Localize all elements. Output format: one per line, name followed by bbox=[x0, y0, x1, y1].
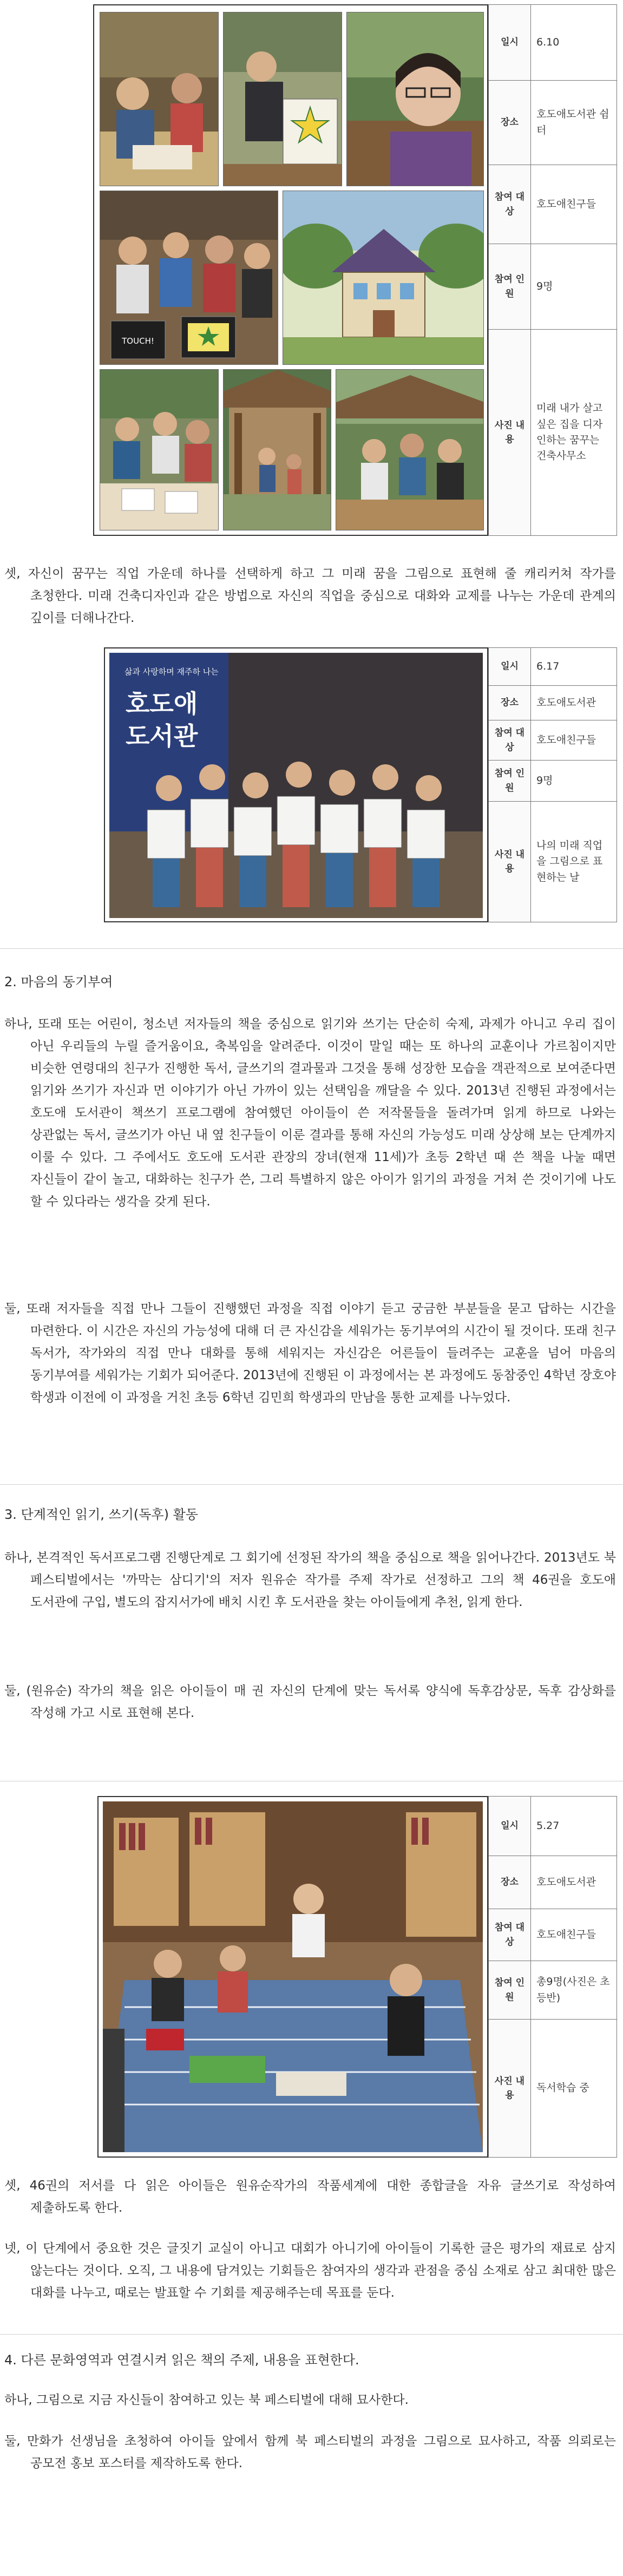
value-target-2: 호도애친구들 bbox=[531, 720, 617, 761]
value-place-3: 호도애도서관 bbox=[531, 1856, 617, 1909]
value-place: 호도애도서관 쉼터 bbox=[531, 81, 617, 165]
label-date-2: 일시 bbox=[489, 648, 531, 686]
value-content: 미래 내가 살고 싶은 집을 디자인하는 꿈꾸는 건축사무소 bbox=[531, 330, 617, 536]
value-date-2: 6.17 bbox=[531, 648, 617, 686]
label-place-2: 장소 bbox=[489, 686, 531, 720]
value-target-3: 호도애친구들 bbox=[531, 1909, 617, 1961]
info-table-2 bbox=[488, 647, 617, 922]
label-target-3: 참여 대상 bbox=[489, 1909, 531, 1961]
section-4-paragraph-2: 둘, 만화가 선생님을 초청하여 아이들 앞에서 함께 북 페스티벌의 과정을 그림으로 묘사하고, 작품 의뢰로는 공모전 홍보 포스터를 제작하도록 한다. bbox=[4, 2434, 616, 2470]
paragraph-set-caricature: 셋, 자신이 꿈꾸는 직업 가운데 하나를 선택하게 하고 그 미래 꿈을 그림으로 표현해 줄 캐리커쳐 작가를 초청한다. 미래 건축디자인과 같은 방법으로 자신의 직업을 중심으로 대화와 교제를 나누는 가운데 관계의 깊이를 더해나간다. bbox=[4, 567, 616, 625]
section-4-heading: 4. 다른 문화영역과 연결시켜 읽은 책의 주제, 내용을 표현한다. bbox=[4, 2352, 359, 2368]
label-target-2: 참여 대상 bbox=[489, 720, 531, 761]
value-place-2: 호도애도서관 bbox=[531, 686, 617, 720]
paragraph-net-discussion: 넷, 이 단계에서 중요한 것은 글짓기 교실이 아니고 대회가 아니기에 아이들이 기록한 글은 평가의 재료로 삼지 않는다는 것이다. 오직, 그 내용에 담겨있는 기회들은 참여자의 생각과 관점을 중심 소재로 삼고 최대한 많은 대화를 나누고, 때로는 발표할 수 기회를 제공해주는데 목표를 둔다. bbox=[4, 2241, 616, 2300]
section-2-paragraph-1: 하나, 또래 또는 어린이, 청소년 저자들의 책을 중심으로 읽기와 쓰기는 단순히 숙제, 과제가 아니고 우리 집이 아닌 우리들의 누릴 즐거움이요, 축복임을 알려준다. 이것이 말일 때는 또 하나의 교훈이나 가르침이지만 비슷한 연령대의 친구가 진행한 독서, 글쓰기의 결과물과 그것을 통해 성장한 모습을 객관적으로 보여준다면 읽기와 쓰기가 자신과 먼 이야기가 아닌 가까이 있는 선택임을 깨달을 수 있다. 2013년 진행된 과정에서는 호도애 도서관이 책쓰기 프로그램에 참여했던 아이들이 쓴 저작물들을 돌려가며 읽게 하므로 나와는 상관없는 독서, 글쓰기가 아닌 내 옆 친구들이 이룬 결과를 통해 자신의 가능성도 미래 상상해 보는 단계까지 이룰 수 있다. 그 주에서도 호도애 도서관 관장의 장녀(현재 11세)가 초등 2학년 때 쓴 책을 나눌 때면 자신들이 같이 놀고, 대화하는 친구가 쓴, 그리 특별하지 않은 아이가 읽기의 과정을 거쳐 쓴 것이기에 나도 할 수 있다라는 생각을 갖게 된다. bbox=[4, 1017, 616, 1209]
photo-kids-caricatures bbox=[109, 653, 483, 918]
banner-line3: 도서관 bbox=[126, 722, 198, 751]
label-count-3: 참여 인원 bbox=[489, 1961, 531, 2020]
photo-kids-writing bbox=[100, 12, 219, 186]
value-target: 호도애친구들 bbox=[531, 165, 617, 244]
value-content-3: 독서학습 중 bbox=[531, 2020, 617, 2158]
label-place: 장소 bbox=[489, 81, 531, 165]
photo-house-drawing bbox=[283, 191, 484, 365]
label-date-3: 일시 bbox=[489, 1797, 531, 1856]
label-count-2: 참여 인원 bbox=[489, 761, 531, 802]
banner-line2: 호도애 bbox=[126, 689, 198, 718]
photo-reading-study bbox=[103, 1801, 483, 2152]
section-3-paragraph-2: 둘, (원유순) 작가의 책을 읽은 아이들이 매 권 자신의 단계에 맞는 독서록 양식에 독후감상문, 독후 감상화를 작성해 가고 시로 표현해 본다. bbox=[4, 1684, 616, 1720]
value-date-3: 5.27 bbox=[531, 1797, 617, 1856]
section-2-heading: 2. 마음의 동기부여 bbox=[4, 974, 113, 989]
photo-group-tablets bbox=[100, 191, 278, 365]
label-count: 참여 인원 bbox=[489, 244, 531, 330]
photo-kids-table-left bbox=[100, 369, 219, 530]
divider-2 bbox=[0, 1484, 623, 1485]
label-content-3: 사진 내용 bbox=[489, 2020, 531, 2158]
tablet-caption-left: TOUCH! bbox=[122, 336, 154, 346]
value-count-3: 총9명(사진은 초등반) bbox=[531, 1961, 617, 2020]
label-content-2: 사진 내용 bbox=[489, 802, 531, 922]
banner-line1: 삶과 사랑하며 재주하 나는 bbox=[124, 667, 219, 677]
label-target: 참여 대상 bbox=[489, 165, 531, 244]
value-content-2: 나의 미래 직업을 그림으로 표현하는 날 bbox=[531, 802, 617, 922]
photo-girl-glasses bbox=[346, 12, 484, 186]
value-count-2: 9명 bbox=[531, 761, 617, 802]
paragraph-set-summary: 셋, 46권의 저서를 다 읽은 아이들은 원유순작가의 작품세계에 대한 종합글을 자유 글쓰기로 작성하여 제출하도록 한다. bbox=[4, 2179, 616, 2215]
photo-kids-outdoor-table bbox=[336, 369, 484, 530]
photo-collage-1 bbox=[93, 4, 488, 536]
section-3-paragraph-1: 하나, 본격적인 독서프로그램 진행단계로 그 회기에 선정된 작가의 책을 중심으로 책을 읽어나간다. 2013년도 북 페스티벌에서는 '까막는 삼디기'의 저자 원유순 작가를 주제 작가로 선정하고 그의 책 46권을 호도애 도서관에 구입, 별도의 잡지서가에 배치 시킨 후 도서관을 찾는 아이들에게 추천, 읽게 한다. bbox=[4, 1551, 616, 1609]
value-date: 6.10 bbox=[531, 5, 617, 81]
photo-star-drawing bbox=[223, 12, 342, 186]
value-count: 9명 bbox=[531, 244, 617, 330]
divider-1 bbox=[0, 948, 623, 949]
info-table-3 bbox=[488, 1796, 617, 2158]
label-content: 사진 내용 bbox=[489, 330, 531, 536]
photo-collage-3 bbox=[97, 1796, 488, 2158]
photo-library-porch bbox=[223, 369, 331, 530]
section-4-paragraph-1: 하나, 그림으로 지금 자신들이 참여하고 있는 북 페스티벌에 대해 묘사한다. bbox=[4, 2393, 409, 2407]
info-table-1 bbox=[488, 4, 617, 536]
label-date: 일시 bbox=[489, 5, 531, 81]
divider-4 bbox=[0, 2334, 623, 2335]
section-3-heading: 3. 단계적인 읽기, 쓰기(독후) 활동 bbox=[4, 1507, 198, 1522]
label-place-3: 장소 bbox=[489, 1856, 531, 1909]
section-2-paragraph-2: 둘, 또래 저자들을 직접 만나 그들이 진행했던 과정을 직접 이야기 듣고 궁금한 부분들을 묻고 답하는 시간을 마련한다. 이 시간은 자신의 가능성에 대해 더 큰 자신감을 세워가는 동기부여의 시간이 될 것이다. 또래 친구 독서가, 작가와의 직접 만나 대화를 통해 세워지는 자신감은 어른들이 들려주는 교훈을 넘어 마음의 동기부여를 세워가는 기회가 되어준다. 2013년에 진행된 이 과정에서는 본 과정에도 동참중인 4학년 장호야 학생과 이전에 이 과정을 거친 초등 6학년 김민희 학생과의 만남을 통한 교제를 나누었다. bbox=[4, 1302, 616, 1405]
photo-collage-2 bbox=[104, 647, 488, 922]
